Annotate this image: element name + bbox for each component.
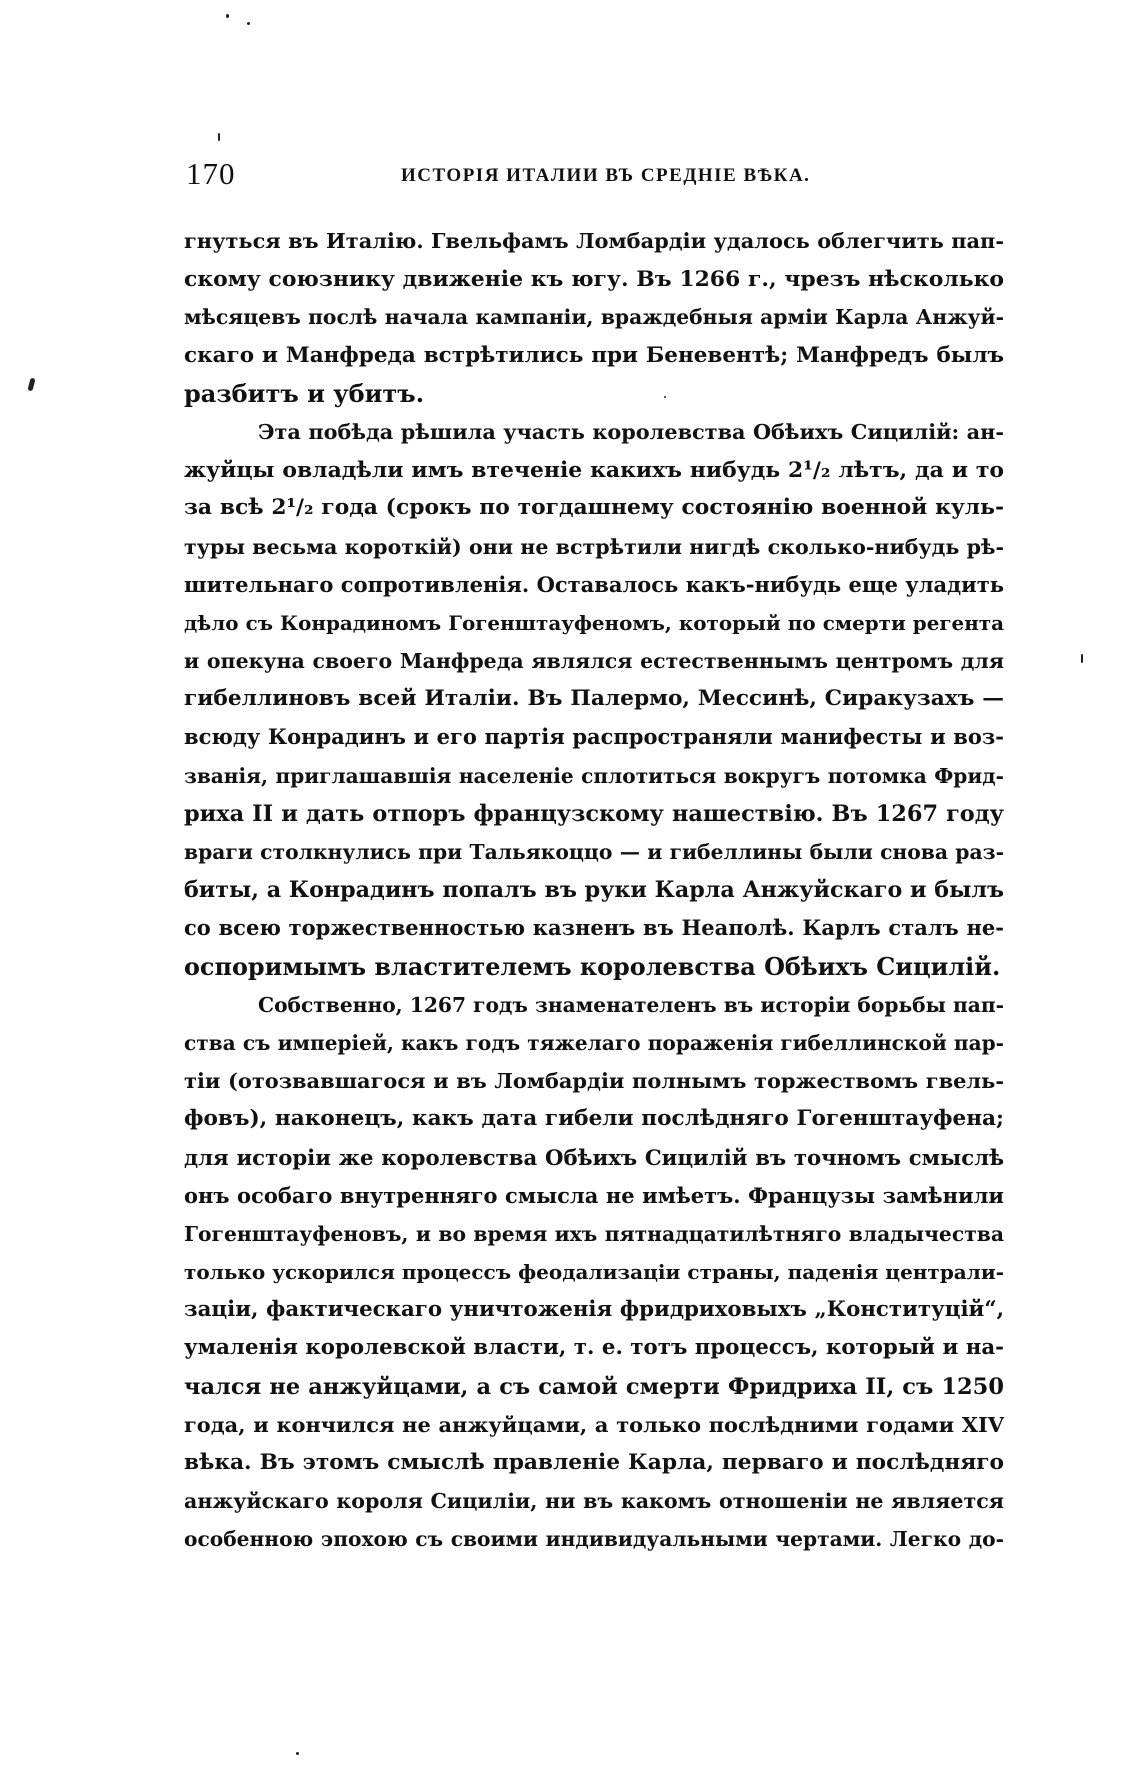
- text-line: мѣсяцевъ послѣ начала кампаніи, враждебныя арміи Карла Анжуй-: [184, 305, 1004, 330]
- scan-speck: [27, 378, 35, 392]
- text-line: риха II и дать отпоръ французскому нашествію. Въ 1267 году: [184, 800, 1004, 827]
- running-title: ИСТОРІЯ ИТАЛИИ ВЪ СРЕДНІЕ ВѢКА.: [401, 165, 811, 186]
- text-line: биты, а Конрадинъ попалъ въ руки Карла Анжуйскаго и былъ: [184, 877, 1004, 904]
- text-line: ства съ имперіей, какъ годъ тяжелаго пораженія гибеллинской пар-: [184, 1030, 1004, 1055]
- paragraph-1: [184, 222, 1004, 413]
- scan-speck: [226, 14, 229, 18]
- scan-speck: [296, 1752, 299, 1755]
- text-line: оспоримымъ властителемъ королевства Обѣихъ Сицилій.: [184, 952, 1001, 981]
- text-line: всюду Конрадинъ и его партія распространяли манифесты и воз-: [184, 724, 1004, 750]
- text-line: для исторіи же королевства Обѣихъ Сицилій въ точномъ смыслѣ: [184, 1144, 1004, 1170]
- text-line: особенною эпохою съ своими индивидуальными чертами. Легко до-: [184, 1527, 1004, 1552]
- paragraph-3: [184, 986, 1004, 1559]
- text-line: онъ особаго внутренняго смысла не имѣетъ. Французы замѣнили: [184, 1182, 1004, 1208]
- scan-speck: [247, 22, 250, 25]
- text-line: и опекуна своего Манфреда являлся естественнымъ центромъ для: [184, 649, 1004, 674]
- text-line: анжуйскаго короля Сициліи, ни въ какомъ отношеніи не является: [184, 1489, 1004, 1514]
- text-line: Эта побѣда рѣшила участь королевства Обѣихъ Сицилій: ан-: [258, 418, 1004, 444]
- page-number: 170: [186, 156, 236, 191]
- text-line: разбитъ и убитъ.: [184, 378, 425, 408]
- text-line: заціи, фактическаго уничтоженія фридриховыхъ „Конституцій“,: [184, 1297, 1004, 1323]
- text-line: Гогенштауфеновъ, и во время ихъ пятнадцатилѣтняго владычества: [184, 1221, 1004, 1246]
- text-line: тіи (отозвавшагося и въ Ломбардіи полнымъ торжествомъ гвель-: [184, 1068, 1004, 1094]
- scan-speck: [218, 133, 220, 141]
- text-line: со всею торжественностью казненъ въ Неаполѣ. Карлъ сталъ не-: [184, 915, 1004, 941]
- text-line: вѣка. Въ этомъ смыслѣ правленіе Карла, перваго и послѣдняго: [184, 1450, 1004, 1475]
- body-text: [184, 222, 1004, 1559]
- text-line: чался не анжуйцами, а съ самой смерти Фридриха II, съ 1250: [184, 1373, 1004, 1400]
- text-line: умаленія королевской власти, т. е. тотъ процессъ, который и на-: [184, 1335, 1004, 1361]
- text-line: гибеллиновъ всей Италіи. Въ Палермо, Мессинѣ, Сиракузахъ —: [184, 686, 1004, 712]
- text-line: жуйцы овладѣли имъ втеченіе какихъ нибудь 2¹/₂ лѣтъ, да и то: [184, 457, 1004, 484]
- text-line: за всѣ 2¹/₂ года (срокъ по тогдашнему состоянію военной куль-: [184, 495, 1004, 521]
- text-line: званія, приглашавшія населеніе сплотиться вокругъ потомка Фрид-: [184, 763, 1004, 788]
- scan-speck: [1081, 654, 1083, 663]
- text-line: дѣло съ Конрадиномъ Гогенштауфеномъ, который по смерти регента: [184, 610, 1004, 635]
- text-line: только ускорился процессъ феодализаціи страны, паденія централи-: [184, 1260, 1004, 1285]
- page-header: [186, 156, 1006, 196]
- text-line: Собственно, 1267 годъ знаменателенъ въ исторіи борьбы пап-: [258, 992, 1004, 1017]
- text-line: шительнаго сопротивленія. Оставалось какъ-нибудь еще уладить: [184, 571, 1004, 597]
- paragraph-2: [184, 413, 1004, 986]
- text-line: скому союзнику движеніе къ югу. Въ 1266 г., чрезъ нѣсколько: [184, 266, 1004, 293]
- text-line: скаго и Манфреда встрѣтились при Беневентѣ; Манфредъ былъ: [184, 342, 1004, 368]
- text-line: гнуться въ Италію. Гвельфамъ Ломбардіи удалось облегчить пап-: [184, 228, 1004, 253]
- text-line: фовъ), наконецъ, какъ дата гибели послѣдняго Гогенштауфена;: [184, 1106, 1004, 1132]
- text-line: года, и кончился не анжуйцами, а только послѣдними годами XIV: [184, 1411, 1004, 1437]
- text-line: туры весьма короткій) они не встрѣтили нигдѣ сколько-нибудь рѣ-: [184, 534, 1004, 559]
- text-line: враги столкнулись при Тальякоццо — и гибеллины были снова раз-: [184, 840, 1004, 864]
